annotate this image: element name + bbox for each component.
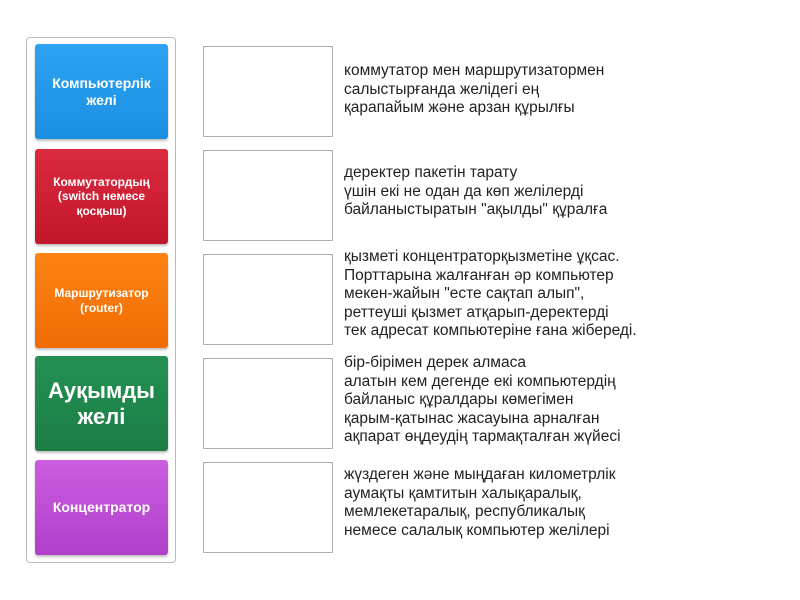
drop-target-3[interactable]	[203, 254, 333, 345]
term-tile-router[interactable]	[35, 253, 168, 348]
definition-line: реттеуші қызмет атқарып-деректерді	[344, 303, 609, 321]
tile-label-line: Концентратор	[52, 499, 151, 516]
definition-4	[344, 354, 744, 447]
definition-line: үшін екі не одан да көп желілерді	[344, 182, 584, 200]
definition-line: қарым-қатынас жасауына арналған	[344, 409, 600, 427]
definition-line: коммутатор мен маршрутизатормен	[344, 62, 605, 79]
definition-line: салыстырғанда желідегі ең	[344, 80, 540, 98]
definition-line: бір-бірімен дерек алмаса	[344, 354, 526, 371]
definition-line: байланыс құралдары көмегімен	[344, 391, 574, 408]
tile-label-line: Компьютерлік	[52, 74, 151, 91]
definition-line: қызметі концентраторқызметіне ұқсас.	[344, 248, 620, 265]
definition-line: немесе салалық компьютер желілері	[344, 521, 610, 539]
definition-line: аумақты қамтитын халықаралық,	[344, 484, 582, 502]
tile-label-line: (router)	[80, 300, 123, 315]
definition-line: ақпарат өңдеудің тармақталған жүйесі	[344, 428, 621, 445]
definition-line: жүздеген және мыңдаған километрлік	[344, 466, 616, 483]
drop-target-1[interactable]	[203, 46, 333, 137]
tile-label-line: қосқыш)	[76, 203, 127, 218]
definition-line: байланыстыратын "ақылды" құралға	[344, 201, 608, 218]
tile-label-line: Маршрутизатор	[54, 286, 149, 301]
definition-line: деректер пакетін тарату	[344, 164, 518, 181]
definition-line: мемлекетаралық, республикалық	[344, 503, 585, 520]
term-tile-switch[interactable]	[35, 149, 168, 244]
definition-1	[344, 62, 744, 118]
definition-5	[344, 466, 744, 540]
term-tile-computer-network[interactable]	[35, 44, 168, 139]
definition-line: Порттарына жалғанған әр компьютер	[344, 266, 614, 284]
term-tile-tray	[26, 37, 176, 563]
tile-label-line: желі	[86, 91, 117, 108]
definition-line: мекен-жайын "есте сақтап алып",	[344, 285, 585, 302]
term-tile-hub[interactable]	[35, 460, 168, 555]
drop-target-5[interactable]	[203, 462, 333, 553]
definition-line: қарапайым және арзан құрылғы	[344, 99, 575, 116]
definition-line: тек адресат компьютеріне ғана жібереді.	[344, 322, 637, 339]
definition-line: алатын кем дегенде екі компьютердің	[344, 372, 616, 390]
definition-3	[344, 248, 744, 341]
drop-target-2[interactable]	[203, 150, 333, 241]
tile-label-line: Ауқымды	[48, 378, 155, 404]
tile-label-line: Коммутатордың	[53, 174, 150, 189]
drop-target-4[interactable]	[203, 358, 333, 449]
term-tile-wide-area-network[interactable]	[35, 356, 168, 451]
tile-label-line: (switch немесе	[57, 189, 146, 204]
tile-label-line: желі	[77, 403, 126, 429]
definition-2	[344, 164, 744, 220]
